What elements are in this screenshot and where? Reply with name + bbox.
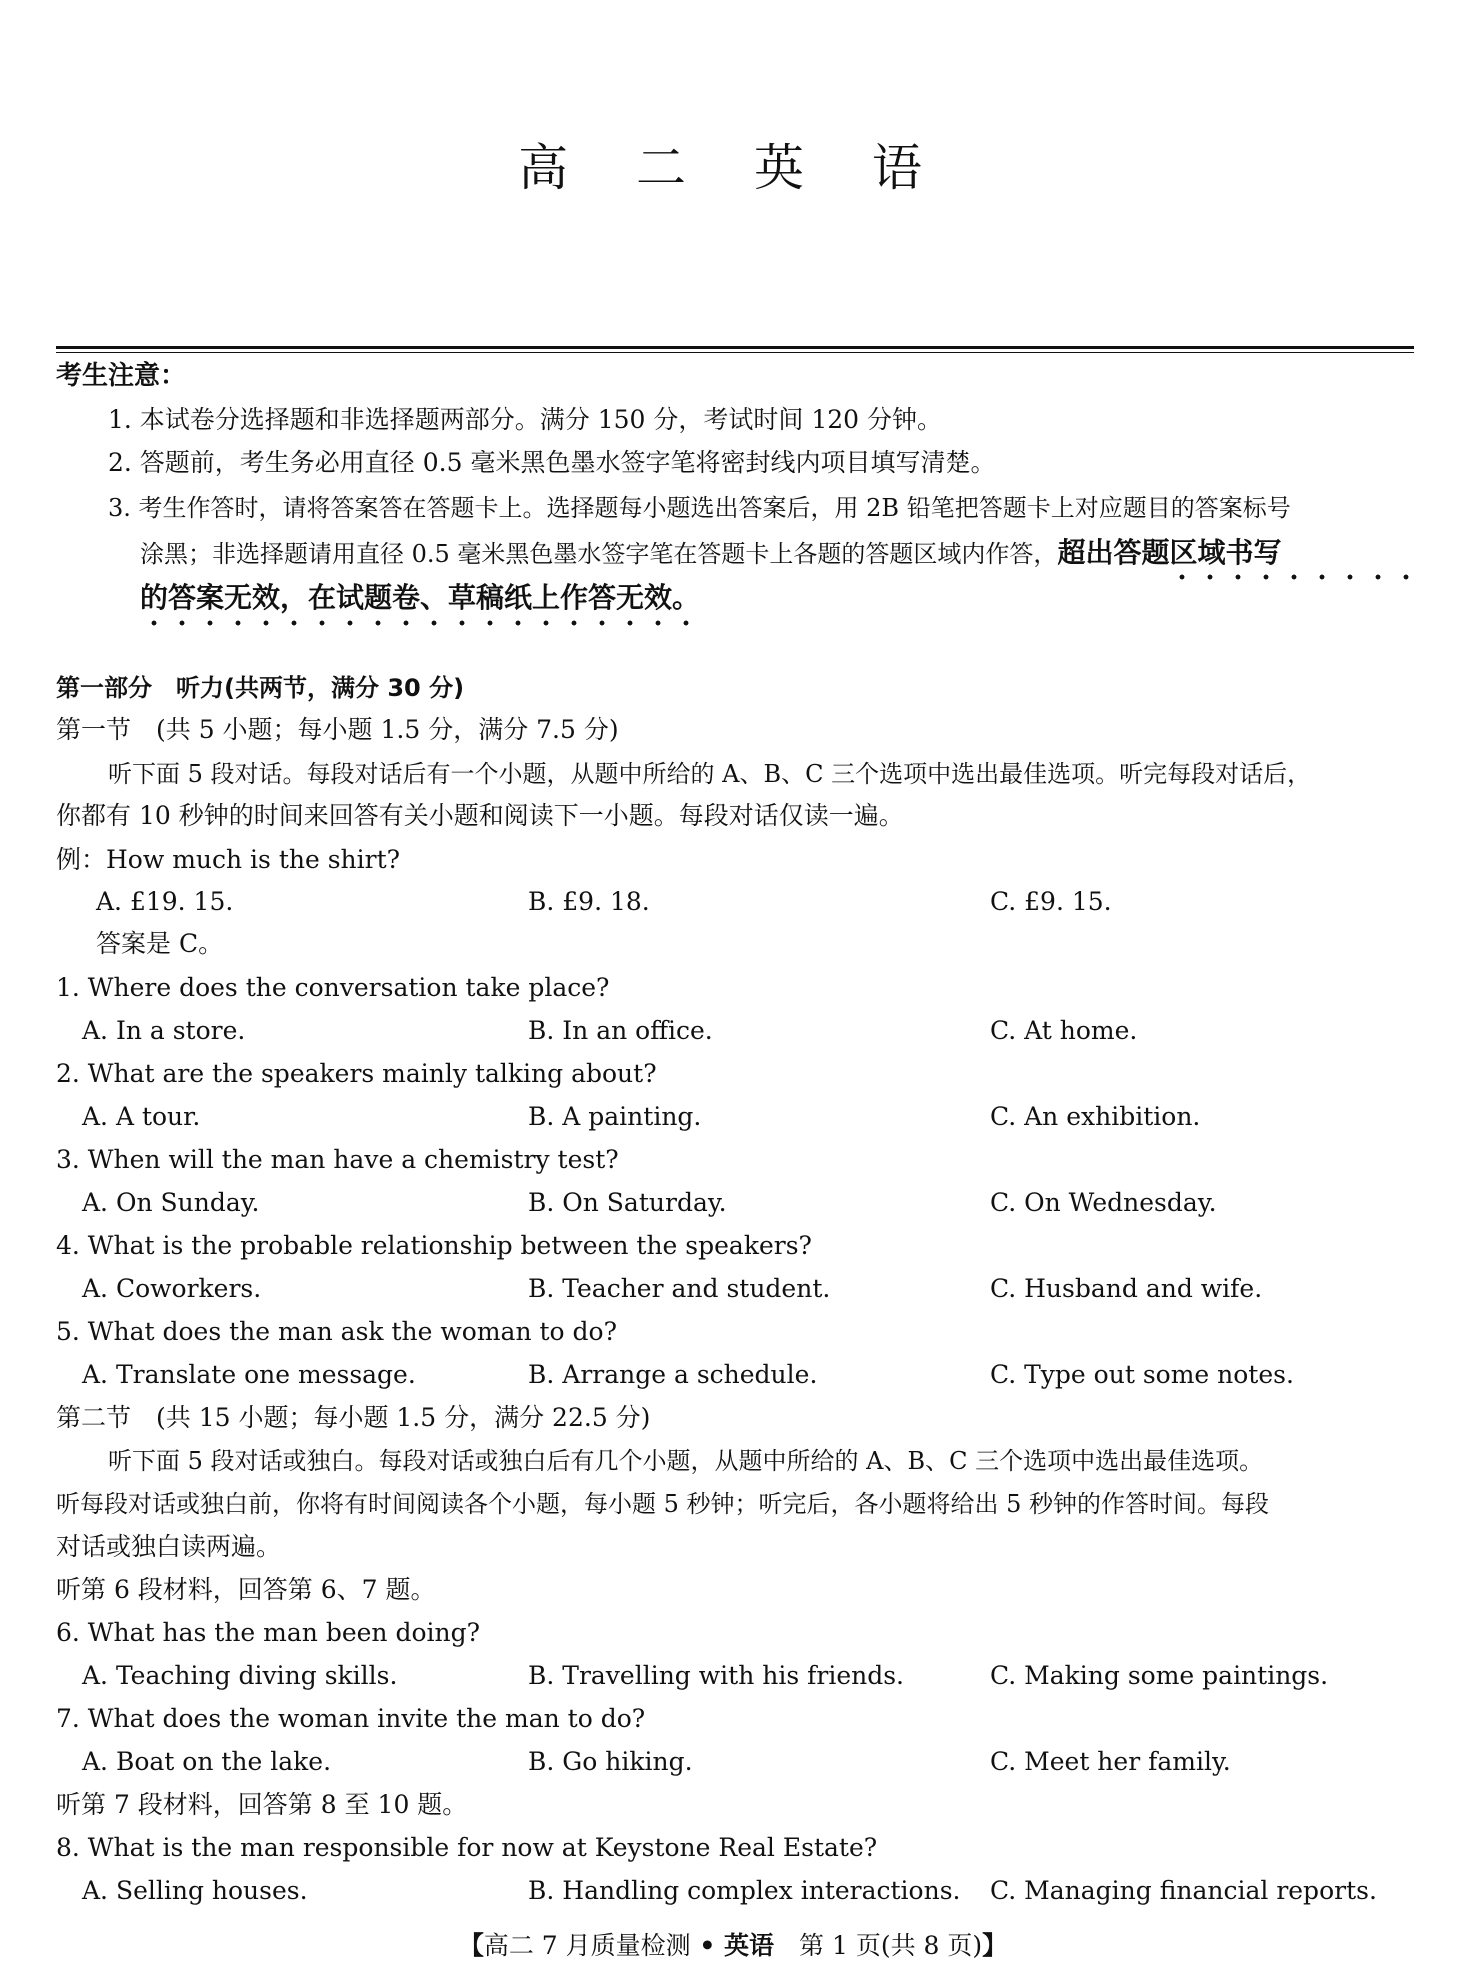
question-4-option-b: B. Teacher and student.	[528, 1274, 831, 1303]
footer-bracket-left: 【	[458, 1931, 484, 1960]
question-8: 8. What is the man responsible for now at Keystone Real Estate?	[56, 1833, 878, 1862]
question-3-option-b: B. On Saturday.	[528, 1188, 727, 1217]
section2-instructions-line3: 对话或独白读两遍。	[56, 1532, 282, 1561]
question-8-option-b: B. Handling complex interactions.	[528, 1876, 961, 1905]
question-4: 4. What is the probable relationship between the speakers?	[56, 1231, 812, 1260]
question-8-option-c: C. Managing financial reports.	[990, 1876, 1377, 1905]
question-5-option-b: B. Arrange a schedule.	[528, 1360, 818, 1389]
question-1-option-b: B. In an office.	[528, 1016, 713, 1045]
question-8-option-a: A. Selling houses.	[82, 1876, 308, 1905]
question-2-option-a: A. A tour.	[82, 1102, 201, 1131]
footer-subject: 英语	[724, 1931, 775, 1960]
question-4-option-a: A. Coworkers.	[82, 1274, 262, 1303]
notice-item-3-line3: 的答案无效，在试题卷、草稿纸上作答无效。	[140, 581, 701, 614]
question-7-option-b: B. Go hiking.	[528, 1747, 693, 1776]
section2-instructions-line2: 听每段对话或独白前，你将有时间阅读各个小题，每小题 5 秒钟；听完后，各小题将给出 5 秒钟的作答时间。每段	[56, 1490, 1270, 1518]
page-title: 高 二 英 语	[518, 139, 948, 197]
footer-bracket-right: 】	[982, 1931, 1008, 1960]
question-4-option-c: C. Husband and wife.	[990, 1274, 1263, 1303]
emphasis-dots	[1168, 574, 1418, 580]
question-5: 5. What does the man ask the woman to do?	[56, 1317, 617, 1346]
example-question: 例：How much is the shirt?	[56, 845, 401, 874]
notice-item-3-plain: 涂黑；非选择题请用直径 0.5 毫米黑色墨水签字笔在答题卡上各题的答题区域内作答，	[140, 540, 1058, 568]
section2-heading: 第二节 (共 15 小题；每小题 1.5 分，满分 22.5 分)	[56, 1403, 651, 1432]
notice-item-1: 1. 本试卷分选择题和非选择题两部分。满分 150 分，考试时间 120 分钟。	[108, 405, 943, 434]
question-3-option-c: C. On Wednesday.	[990, 1188, 1217, 1217]
footer-page-number: 第 1 页(共 8 页)	[774, 1931, 983, 1960]
header-rule-thick	[56, 346, 1414, 349]
question-6-option-b: B. Travelling with his friends.	[528, 1661, 904, 1690]
example-option-a: A. £19. 15.	[96, 887, 234, 916]
footer-exam-name: 高二 7 月质量检测	[483, 1931, 691, 1960]
question-2-option-b: B. A painting.	[528, 1102, 702, 1131]
question-6-option-c: C. Making some paintings.	[990, 1661, 1329, 1690]
emphasis-dots	[140, 620, 700, 626]
question-3-option-a: A. On Sunday.	[82, 1188, 260, 1217]
part1-heading: 第一部分 听力(共两节，满分 30 分)	[56, 674, 465, 702]
question-5-option-a: A. Translate one message.	[82, 1360, 416, 1389]
question-5-option-c: C. Type out some notes.	[990, 1360, 1294, 1389]
example-answer: 答案是 C。	[96, 929, 224, 958]
footer-dot: •	[690, 1931, 725, 1960]
section1-instructions-line1: 听下面 5 段对话。每段对话后有一个小题，从题中所给的 A、B、C 三个选项中选出最佳选项。听完每段对话后，	[108, 760, 1312, 788]
section2-instructions-line1: 听下面 5 段对话或独白。每段对话或独白后有几个小题，从题中所给的 A、B、C 三个选项中选出最佳选项。	[108, 1447, 1264, 1475]
example-option-b: B. £9. 18.	[528, 887, 650, 916]
section1-heading: 第一节 (共 5 小题；每小题 1.5 分，满分 7.5 分)	[56, 715, 619, 744]
question-6-option-a: A. Teaching diving skills.	[82, 1661, 398, 1690]
question-7-option-a: A. Boat on the lake.	[82, 1747, 332, 1776]
question-1-option-c: C. At home.	[990, 1016, 1138, 1045]
question-7: 7. What does the woman invite the man to do?	[56, 1704, 646, 1733]
notice-heading: 考生注意：	[56, 361, 187, 391]
question-2-option-c: C. An exhibition.	[990, 1102, 1201, 1131]
material-7-note: 听第 7 段材料，回答第 8 至 10 题。	[56, 1790, 468, 1819]
question-1-option-a: A. In a store.	[82, 1016, 246, 1045]
question-3: 3. When will the man have a chemistry test?	[56, 1145, 619, 1174]
page-footer	[0, 1926, 1466, 1962]
notice-item-3-emphasis: 超出答题区域书写	[1057, 536, 1282, 569]
section1-instructions-line2: 你都有 10 秒钟的时间来回答有关小题和阅读下一小题。每段对话仅读一遍。	[56, 801, 904, 830]
example-option-c: C. £9. 15.	[990, 887, 1112, 916]
question-6: 6. What has the man been doing?	[56, 1618, 481, 1647]
notice-item-3-line1: 3. 考生作答时，请将答案答在答题卡上。选择题每小题选出答案后，用 2B 铅笔把答题卡上对应题目的答案标号	[108, 494, 1291, 522]
notice-item-2: 2. 答题前，考生务必用直径 0.5 毫米黑色墨水签字笔将密封线内项目填写清楚。	[108, 448, 996, 477]
material-6-note: 听第 6 段材料，回答第 6、7 题。	[56, 1575, 436, 1604]
question-2: 2. What are the speakers mainly talking about?	[56, 1059, 657, 1088]
notice-item-3-line2	[140, 535, 1281, 572]
header-rule-thin	[56, 352, 1414, 353]
question-1: 1. Where does the conversation take place?	[56, 973, 610, 1002]
question-7-option-c: C. Meet her family.	[990, 1747, 1231, 1776]
